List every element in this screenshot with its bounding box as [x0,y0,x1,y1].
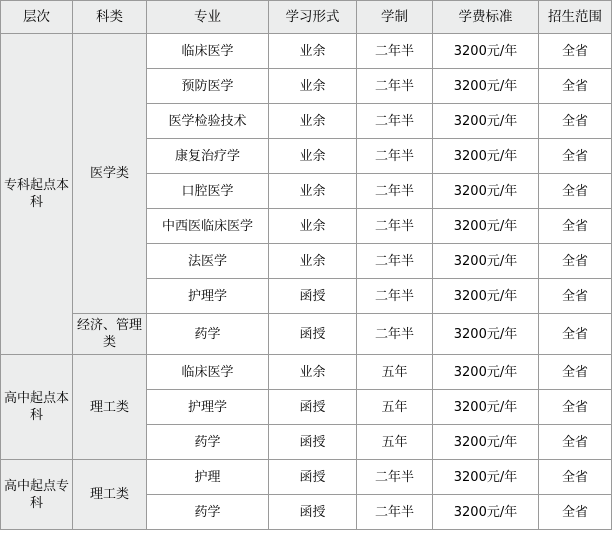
duration-cell: 二年半 [357,495,433,530]
major-cell: 口腔医学 [147,174,269,209]
tuition-cell: 3200元/年 [433,104,539,139]
major-cell: 药学 [147,314,269,355]
duration-cell: 二年半 [357,174,433,209]
tuition-cell: 3200元/年 [433,139,539,174]
scope-cell: 全省 [539,69,612,104]
header-row [1,1,612,34]
major-cell: 中西医临床医学 [147,209,269,244]
level-cell: 高中起点本科 [1,355,73,460]
duration-cell: 五年 [357,355,433,390]
table-row [1,355,612,390]
scope-cell: 全省 [539,104,612,139]
tuition-cell: 3200元/年 [433,279,539,314]
duration-cell: 二年半 [357,69,433,104]
table-row [1,460,612,495]
major-cell: 医学检验技术 [147,104,269,139]
scope-cell: 全省 [539,174,612,209]
study-form-cell: 函授 [269,279,357,314]
scope-cell: 全省 [539,34,612,69]
scope-cell: 全省 [539,314,612,355]
header-duration: 学制 [357,1,433,34]
study-form-cell: 函授 [269,460,357,495]
scope-cell: 全省 [539,495,612,530]
study-form-cell: 业余 [269,174,357,209]
major-cell: 护理 [147,460,269,495]
tuition-cell: 3200元/年 [433,460,539,495]
tuition-cell: 3200元/年 [433,244,539,279]
study-form-cell: 业余 [269,34,357,69]
major-cell: 药学 [147,495,269,530]
tuition-cell: 3200元/年 [433,209,539,244]
header-level: 层次 [1,1,73,34]
duration-cell: 二年半 [357,244,433,279]
duration-cell: 二年半 [357,139,433,174]
duration-cell: 五年 [357,390,433,425]
tuition-cell: 3200元/年 [433,174,539,209]
category-cell: 医学类 [73,34,147,314]
table-body [1,34,612,530]
study-form-cell: 函授 [269,314,357,355]
tuition-cell: 3200元/年 [433,390,539,425]
tuition-cell: 3200元/年 [433,34,539,69]
category-cell: 理工类 [73,355,147,460]
header-scope: 招生范围 [539,1,612,34]
header-category: 科类 [73,1,147,34]
major-cell: 护理学 [147,390,269,425]
major-cell: 临床医学 [147,355,269,390]
scope-cell: 全省 [539,460,612,495]
tuition-cell: 3200元/年 [433,69,539,104]
header-major: 专业 [147,1,269,34]
major-cell: 预防医学 [147,69,269,104]
level-cell: 专科起点本科 [1,34,73,355]
tuition-cell: 3200元/年 [433,355,539,390]
tuition-cell: 3200元/年 [433,425,539,460]
major-cell: 药学 [147,425,269,460]
study-form-cell: 函授 [269,390,357,425]
duration-cell: 五年 [357,425,433,460]
duration-cell: 二年半 [357,34,433,69]
scope-cell: 全省 [539,244,612,279]
major-cell: 临床医学 [147,34,269,69]
table-header [1,1,612,34]
category-cell: 理工类 [73,460,147,530]
study-form-cell: 业余 [269,69,357,104]
scope-cell: 全省 [539,209,612,244]
study-form-cell: 函授 [269,495,357,530]
study-form-cell: 业余 [269,209,357,244]
study-form-cell: 业余 [269,104,357,139]
duration-cell: 二年半 [357,314,433,355]
major-cell: 护理学 [147,279,269,314]
major-cell: 法医学 [147,244,269,279]
study-form-cell: 业余 [269,355,357,390]
tuition-cell: 3200元/年 [433,495,539,530]
table-row [1,314,612,355]
header-study-form: 学习形式 [269,1,357,34]
duration-cell: 二年半 [357,104,433,139]
scope-cell: 全省 [539,355,612,390]
scope-cell: 全省 [539,139,612,174]
duration-cell: 二年半 [357,279,433,314]
scope-cell: 全省 [539,279,612,314]
scope-cell: 全省 [539,425,612,460]
header-tuition: 学费标准 [433,1,539,34]
table-row [1,34,612,69]
major-cell: 康复治疗学 [147,139,269,174]
level-cell: 高中起点专科 [1,460,73,530]
category-cell: 经济、管理类 [73,314,147,355]
study-form-cell: 业余 [269,244,357,279]
tuition-cell: 3200元/年 [433,314,539,355]
scope-cell: 全省 [539,390,612,425]
duration-cell: 二年半 [357,460,433,495]
study-form-cell: 函授 [269,425,357,460]
duration-cell: 二年半 [357,209,433,244]
study-form-cell: 业余 [269,139,357,174]
